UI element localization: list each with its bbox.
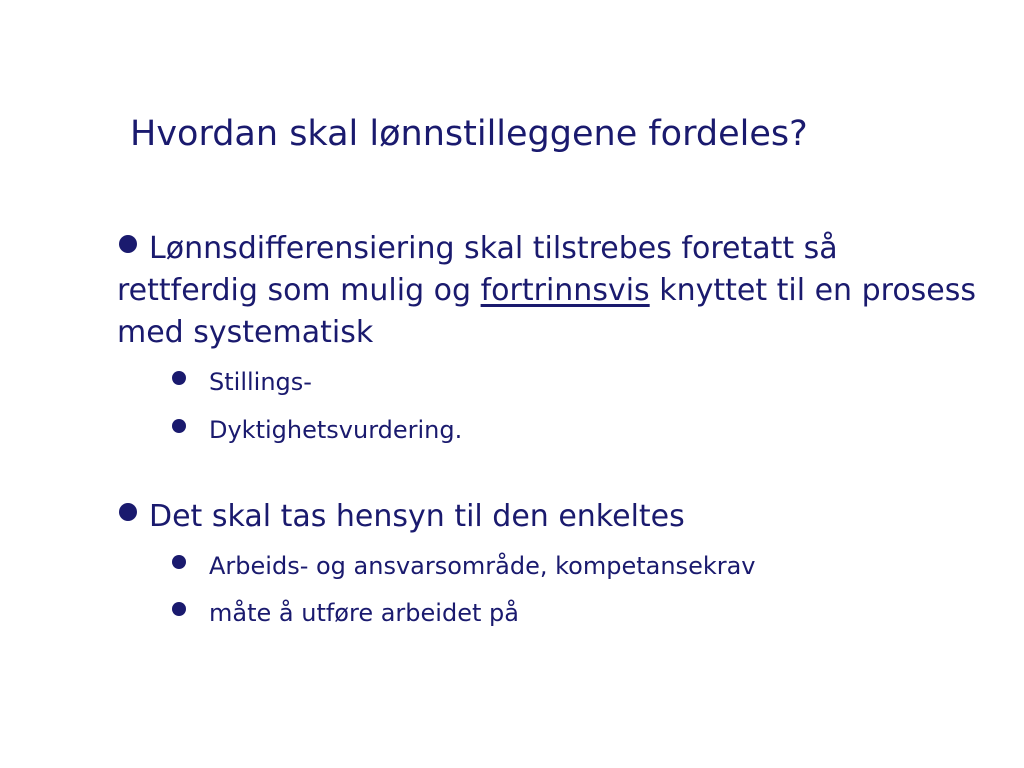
sub-bullet-dot-icon [172,371,186,385]
sub-bullet-item [172,414,462,446]
bullet-item [117,496,987,538]
sub-bullet-dot-icon [172,419,186,433]
sub-bullet-dot-icon [172,555,186,569]
sub-bullet-text: måte å utføre arbeidet på [209,599,519,627]
sub-bullet-item [172,597,519,629]
bullet-text-part: Lønnsdifferensiering skal tilstrebes foretatt så rettferdig som mulig og [117,231,838,308]
bullet-item [117,228,987,354]
bullet-dot-icon [119,235,137,253]
sub-bullet-text: Stillings- [209,368,312,396]
sub-bullet-text: Arbeids- og ansvarsområde, kompetansekrav [209,552,756,580]
bullet-dot-icon [119,503,137,521]
slide-title: Hvordan skal lønnstilleggene fordeles? [130,114,808,154]
bullet-text-part: knyttet til en prosess med systematisk [117,273,977,350]
sub-bullet-text: Dyktighetsvurdering. [209,416,463,444]
sub-bullet-item [172,550,756,582]
sub-bullet-dot-icon [172,602,186,616]
sub-bullet-item [172,366,312,398]
bullet-text: Det skal tas hensyn til den enkeltes [149,499,685,534]
underlined-word: fortrinnsvis [480,273,650,308]
